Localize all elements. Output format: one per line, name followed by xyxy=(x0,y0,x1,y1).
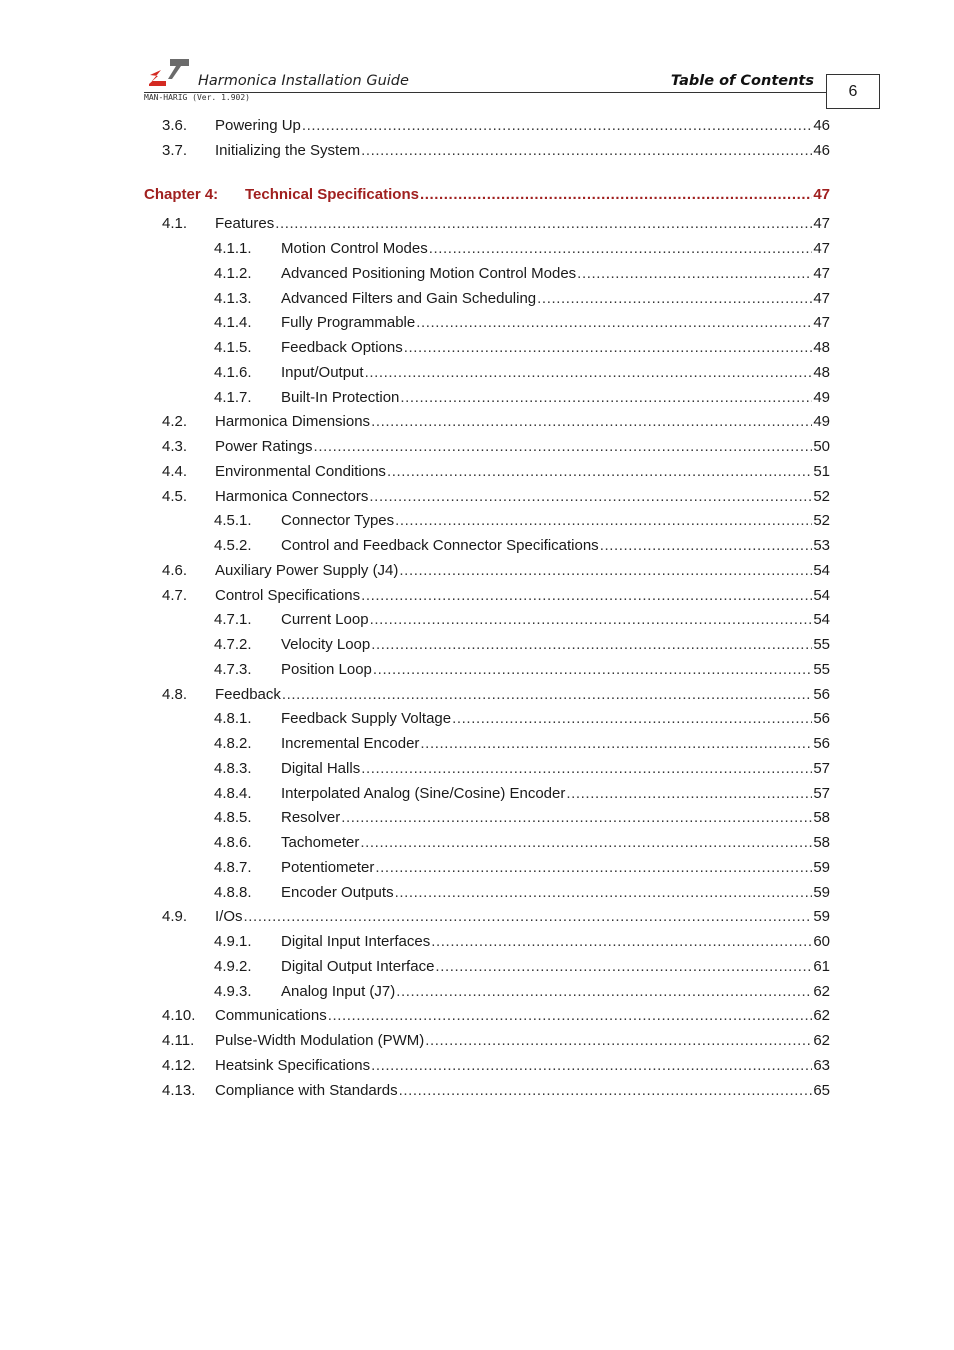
toc-leader-dots xyxy=(341,807,812,829)
toc-leader-dots xyxy=(361,758,812,780)
toc-entry-page: 52 xyxy=(813,488,830,505)
toc-entry[interactable] xyxy=(162,906,830,928)
toc-entry-page: 50 xyxy=(813,438,830,455)
document-title: Harmonica Installation Guide xyxy=(198,73,409,89)
toc-leader-dots xyxy=(429,238,813,260)
toc-leader-dots xyxy=(275,213,812,235)
toc-entry-title: Auxiliary Power Supply (J4) xyxy=(215,562,399,579)
toc-entry-title: Potentiometer xyxy=(281,859,375,876)
toc-entry[interactable] xyxy=(214,783,830,805)
toc-leader-dots xyxy=(371,411,812,433)
toc-entry-title: Powering Up xyxy=(215,117,301,134)
toc-entry-page: 48 xyxy=(813,339,830,356)
toc-entry[interactable] xyxy=(214,510,830,532)
toc-entry-page: 62 xyxy=(813,983,830,1000)
toc-entry-page: 62 xyxy=(813,1007,830,1024)
toc-entry-title: Input/Output xyxy=(281,364,364,381)
toc-entry-number: 4.8.7. xyxy=(214,859,252,876)
toc-leader-dots xyxy=(369,486,812,508)
toc-entry-title: Digital Input Interfaces xyxy=(281,933,431,950)
toc-entry[interactable] xyxy=(214,832,830,854)
toc-entry-title: Feedback Supply Voltage xyxy=(281,710,452,727)
toc-entry-number: 4.5. xyxy=(162,488,188,505)
toc-entry-number: 4.9. xyxy=(162,908,188,925)
toc-entry-title: I/Os xyxy=(215,908,243,925)
toc-entry-title: Tachometer xyxy=(281,834,360,851)
toc-entry-page: 49 xyxy=(813,413,830,430)
toc-leader-dots xyxy=(452,708,812,730)
toc-entry-title: Power Ratings xyxy=(215,438,313,455)
toc-entry-number: 4.8.3. xyxy=(214,760,252,777)
toc-entry-page: 49 xyxy=(813,389,830,406)
toc-entry-number: 4.12. xyxy=(162,1057,196,1074)
toc-entry-page: 65 xyxy=(813,1082,830,1099)
toc-leader-dots xyxy=(396,981,812,1003)
toc-entry-title: Communications xyxy=(215,1007,327,1024)
toc-entry-number: 4.8.2. xyxy=(214,735,252,752)
toc-entry-number: 4.7.3. xyxy=(214,661,252,678)
toc-entry-title: Position Loop xyxy=(281,661,372,678)
toc-entry[interactable] xyxy=(214,535,830,557)
toc-entry-page: 60 xyxy=(813,933,830,950)
toc-entry-title: Connector Types xyxy=(281,512,395,529)
toc-entry[interactable] xyxy=(214,758,830,780)
toc-entry-page: 59 xyxy=(813,908,830,925)
toc-entry-title: Fully Programmable xyxy=(281,314,416,331)
toc-entry-page: 63 xyxy=(813,1057,830,1074)
toc-entry-page: 46 xyxy=(813,142,830,159)
toc-entry-page: 56 xyxy=(813,686,830,703)
toc-entry[interactable] xyxy=(214,857,830,879)
toc-entry-title: Digital Output Interface xyxy=(281,958,435,975)
toc-entry[interactable] xyxy=(214,634,830,656)
toc-entry-number: 4.5.1. xyxy=(214,512,252,529)
toc-entry-number: 3.6. xyxy=(162,117,188,134)
toc-leader-dots xyxy=(420,733,812,755)
toc-leader-dots xyxy=(600,535,813,557)
toc-leader-dots xyxy=(387,461,812,483)
toc-entry[interactable] xyxy=(162,140,830,162)
toc-entry-number: 4.1.2. xyxy=(214,265,252,282)
toc-leader-dots xyxy=(370,609,813,631)
toc-entry[interactable] xyxy=(214,263,830,285)
toc-entry-page: 54 xyxy=(813,587,830,604)
toc-leader-dots xyxy=(400,387,812,409)
toc-entry-title: Analog Input (J7) xyxy=(281,983,396,1000)
toc-entry-number: 4.3. xyxy=(162,438,188,455)
toc-leader-dots xyxy=(435,956,812,978)
toc-entry-title: Interpolated Analog (Sine/Cosine) Encoder xyxy=(281,785,566,802)
toc-entry-number: 4.11. xyxy=(162,1032,195,1049)
toc-leader-dots xyxy=(399,1080,813,1102)
toc-entry-number: 4.9.1. xyxy=(214,933,252,950)
toc-entry-number: 4.8.4. xyxy=(214,785,252,802)
toc-entry-number: 4.1.4. xyxy=(214,314,252,331)
toc-entry-number: 4.1. xyxy=(162,215,188,232)
toc-entry-number: 4.8.6. xyxy=(214,834,252,851)
toc-leader-dots xyxy=(404,337,813,359)
toc-leader-dots xyxy=(360,832,812,854)
toc-entry-page: 47 xyxy=(813,314,830,331)
toc-leader-dots xyxy=(244,906,813,928)
toc-entry-page: 55 xyxy=(813,661,830,678)
toc-entry[interactable] xyxy=(214,337,830,359)
toc-entry[interactable] xyxy=(162,486,830,508)
toc-entry[interactable] xyxy=(214,609,830,631)
toc-entry-number: 4.13. xyxy=(162,1082,196,1099)
toc-entry-title: Compliance with Standards xyxy=(215,1082,398,1099)
toc-leader-dots xyxy=(395,882,813,904)
toc-entry-number: 4.1.6. xyxy=(214,364,252,381)
toc-entry[interactable] xyxy=(162,1030,830,1052)
toc-entry-page: 55 xyxy=(813,636,830,653)
toc-chapter-entry[interactable] xyxy=(144,184,830,206)
toc-entry[interactable] xyxy=(162,585,830,607)
document-version: MAN-HARIG (Ver. 1.902) xyxy=(144,93,250,102)
toc-entry[interactable] xyxy=(162,115,830,137)
toc-entry-number: 4.1.7. xyxy=(214,389,252,406)
toc-entry-title: Current Loop xyxy=(281,611,369,628)
toc-entry-title: Incremental Encoder xyxy=(281,735,420,752)
toc-entry-number: 3.7. xyxy=(162,142,188,159)
toc-entry-title: Initializing the System xyxy=(215,142,361,159)
toc-entry-number: 4.8.8. xyxy=(214,884,252,901)
toc-leader-dots xyxy=(577,263,812,285)
toc-entry-page: 58 xyxy=(813,834,830,851)
toc-entry-number: 4.1.3. xyxy=(214,290,252,307)
toc-entry-page: 59 xyxy=(813,859,830,876)
toc-entry[interactable] xyxy=(162,1005,830,1027)
toc-entry-number: 4.6. xyxy=(162,562,188,579)
toc-entry-page: 61 xyxy=(813,958,830,975)
toc-entry-number: 4.9.3. xyxy=(214,983,252,1000)
toc-entry[interactable] xyxy=(162,213,830,235)
toc-leader-dots xyxy=(416,312,812,334)
toc-entry-number: 4.7. xyxy=(162,587,188,604)
toc-entry[interactable] xyxy=(214,387,830,409)
toc-entry-page: 62 xyxy=(813,1032,830,1049)
toc-entry-page: 51 xyxy=(813,463,830,480)
toc-entry[interactable] xyxy=(162,1055,830,1077)
toc-leader-dots xyxy=(566,783,812,805)
toc-entry[interactable] xyxy=(214,956,830,978)
toc-entry[interactable] xyxy=(214,659,830,681)
toc-entry-number: 4.5.2. xyxy=(214,537,252,554)
toc-leader-dots xyxy=(361,140,812,162)
toc-entry-title: Heatsink Specifications xyxy=(215,1057,371,1074)
toc-entry[interactable] xyxy=(162,436,830,458)
toc-leader-dots xyxy=(395,510,812,532)
toc-entry-title: Velocity Loop xyxy=(281,636,371,653)
toc-entry[interactable] xyxy=(214,981,830,1003)
toc-entry-page: 57 xyxy=(813,785,830,802)
toc-entry-title: Advanced Positioning Motion Control Modes xyxy=(281,265,577,282)
toc-entry[interactable] xyxy=(214,362,830,384)
toc-entry-title: Control Specifications xyxy=(215,587,361,604)
toc-entry-page: 53 xyxy=(813,537,830,554)
toc-entry[interactable] xyxy=(214,882,830,904)
toc-leader-dots xyxy=(375,857,812,879)
toc-entry[interactable] xyxy=(162,684,830,706)
company-logo xyxy=(148,57,190,87)
toc-entry-title: Digital Halls xyxy=(281,760,361,777)
toc-entry-number: Chapter 4: xyxy=(144,186,219,203)
toc-entry-page: 57 xyxy=(813,760,830,777)
toc-entry-title: Encoder Outputs xyxy=(281,884,394,901)
toc-entry[interactable] xyxy=(162,411,830,433)
toc-entry[interactable] xyxy=(214,288,830,310)
toc-leader-dots xyxy=(302,115,812,137)
toc-entry-title: Environmental Conditions xyxy=(215,463,386,480)
toc-leader-dots xyxy=(425,1030,812,1052)
toc-entry-number: 4.10. xyxy=(162,1007,196,1024)
toc-leader-dots xyxy=(431,931,812,953)
toc-entry-title: Pulse-Width Modulation (PWM) xyxy=(215,1032,425,1049)
toc-entry-page: 52 xyxy=(813,512,830,529)
toc-entry-number: 4.7.2. xyxy=(214,636,252,653)
toc-entry[interactable] xyxy=(214,238,830,260)
toc-entry-page: 47 xyxy=(813,215,830,232)
toc-entry[interactable] xyxy=(214,312,830,334)
toc-entry-number: 4.4. xyxy=(162,463,188,480)
toc-entry-page: 54 xyxy=(813,611,830,628)
toc-entry-number: 4.2. xyxy=(162,413,188,430)
toc-leader-dots xyxy=(328,1005,813,1027)
toc-entry-page: 47 xyxy=(813,240,830,257)
toc-entry-page: 56 xyxy=(813,710,830,727)
toc-leader-dots xyxy=(282,684,812,706)
toc-entry[interactable] xyxy=(162,1080,830,1102)
toc-entry-number: 4.8. xyxy=(162,686,188,703)
toc-entry[interactable] xyxy=(162,461,830,483)
toc-entry-page: 48 xyxy=(813,364,830,381)
toc-leader-dots xyxy=(371,1055,812,1077)
toc-entry-number: 4.1.1. xyxy=(214,240,252,257)
toc-entry-title: Harmonica Connectors xyxy=(215,488,369,505)
toc-entry-page: 47 xyxy=(813,265,830,282)
toc-entry-title: Feedback Options xyxy=(281,339,403,356)
toc-entry-title: Advanced Filters and Gain Scheduling xyxy=(281,290,537,307)
toc-leader-dots xyxy=(537,288,812,310)
toc-entry-number: 4.1.5. xyxy=(214,339,252,356)
toc-entry-title: Technical Specifications xyxy=(245,186,419,203)
toc-leader-dots xyxy=(371,634,812,656)
toc-leader-dots xyxy=(373,659,812,681)
toc-entry-title: Built-In Protection xyxy=(281,389,400,406)
toc-leader-dots xyxy=(420,184,812,206)
toc-entry-number: 4.7.1. xyxy=(214,611,252,628)
toc-entry-page: 47 xyxy=(813,290,830,307)
toc-entry-page: 46 xyxy=(813,117,830,134)
toc-leader-dots xyxy=(399,560,812,582)
toc-entry-title: Control and Feedback Connector Specifications xyxy=(281,537,599,554)
toc-entry-page: 54 xyxy=(813,562,830,579)
toc-entry[interactable] xyxy=(214,708,830,730)
toc-entry-title: Resolver xyxy=(281,809,341,826)
toc-entry-title: Harmonica Dimensions xyxy=(215,413,371,430)
toc-leader-dots xyxy=(314,436,813,458)
toc-entry-title: Feedback xyxy=(215,686,281,703)
toc-entry[interactable] xyxy=(214,931,830,953)
toc-entry[interactable] xyxy=(162,560,830,582)
toc-entry-number: 4.9.2. xyxy=(214,958,252,975)
toc-entry[interactable] xyxy=(214,733,830,755)
toc-entry-number: 4.8.1. xyxy=(214,710,252,727)
toc-entry[interactable] xyxy=(214,807,830,829)
toc-entry-title: Features xyxy=(215,215,275,232)
toc-entry-number: 4.8.5. xyxy=(214,809,252,826)
toc-entry-page: 59 xyxy=(813,884,830,901)
page-number: 6 xyxy=(826,74,880,109)
toc-leader-dots xyxy=(365,362,813,384)
toc-entry-page: 58 xyxy=(813,809,830,826)
toc-entry-page: 47 xyxy=(813,186,830,203)
toc-entry-title: Motion Control Modes xyxy=(281,240,428,257)
section-title: Table of Contents xyxy=(670,73,814,89)
toc-leader-dots xyxy=(361,585,812,607)
toc-entry-page: 56 xyxy=(813,735,830,752)
